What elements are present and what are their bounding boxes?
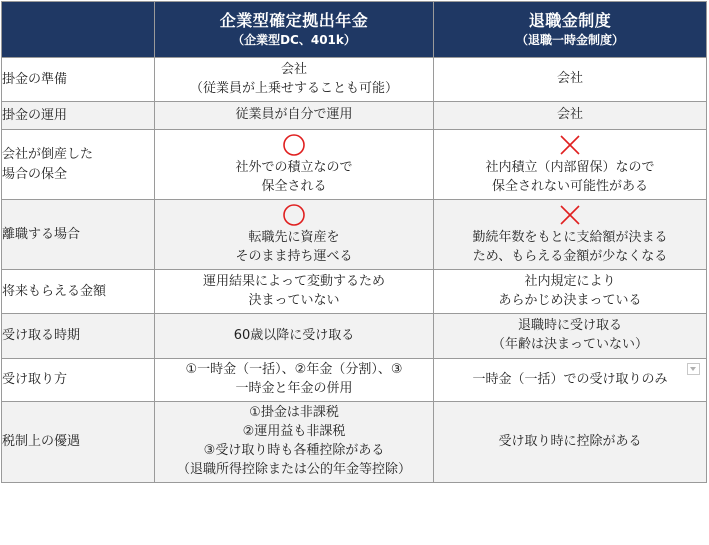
- table-row: [2, 270, 707, 314]
- table-row: [2, 200, 707, 270]
- retirement-cell-text: 社内規定により: [524, 273, 616, 289]
- row-label: [2, 130, 155, 200]
- circle-mark-icon: [282, 133, 306, 157]
- table-row: [2, 58, 707, 102]
- dc-cell-text: 従業員が自分で運用: [235, 107, 353, 123]
- dc-cell-text: 運用結果によって変動するため: [202, 273, 385, 289]
- retirement-cell: [434, 130, 707, 200]
- table-row: [2, 130, 707, 200]
- retirement-cell-text: 一時金（一括）での受け取りのみ: [472, 371, 668, 387]
- retirement-cell-text: 会社: [556, 71, 583, 87]
- dc-cell: [155, 130, 434, 200]
- dc-cell: [155, 270, 434, 314]
- cross-mark-icon: [558, 133, 582, 157]
- header-corner-cell: [2, 2, 155, 58]
- filter-dropdown-icon[interactable]: [687, 363, 700, 375]
- dc-cell-text: ②運用益も非課税: [242, 424, 346, 440]
- row-label: [2, 359, 155, 402]
- retirement-cell: [434, 58, 707, 102]
- dc-cell-text: ①一時金（一括）、②年金（分割）、③: [185, 362, 403, 378]
- dc-cell: [155, 200, 434, 270]
- retirement-cell-text: 保全されない可能性がある: [491, 178, 648, 194]
- row-label: [2, 200, 155, 270]
- row-label: [2, 314, 155, 359]
- header-row: [2, 2, 707, 58]
- row-label-text: 受け取る時期: [2, 328, 81, 344]
- row-label-text: 掛金の運用: [2, 107, 68, 123]
- dc-cell-text: ①掛金は非課税: [249, 405, 339, 421]
- retirement-cell-text: 社内積立（内部留保）なので: [485, 159, 655, 175]
- retirement-cell-text: （年齢は決まっていない）: [491, 337, 648, 352]
- dc-cell-text: （従業員が上乗せすることも可能）: [189, 80, 398, 96]
- row-label-text: 掛金の準備: [2, 71, 68, 87]
- retirement-cell: [434, 200, 707, 270]
- retirement-cell: [434, 402, 707, 483]
- dc-cell-text: 社外での積立なので: [235, 159, 353, 175]
- row-label-text: 場合の保全: [2, 166, 68, 182]
- retirement-cell: [434, 270, 707, 314]
- dc-cell-text: 60歳以降に受け取る: [233, 327, 355, 343]
- row-label-text: 会社が倒産した: [2, 147, 94, 162]
- header-dc-title: 企業型確定拠出年金: [219, 11, 369, 30]
- header-retirement-title: 退職金制度: [528, 11, 612, 30]
- row-label: [2, 270, 155, 314]
- dc-cell: [155, 102, 434, 130]
- row-label-text: 受け取り方: [2, 372, 68, 388]
- dc-cell: [155, 58, 434, 102]
- circle-mark-icon: [282, 203, 306, 227]
- retirement-cell-text: ため、もらえる金額が少なくなる: [472, 248, 668, 264]
- table-row: [2, 102, 707, 130]
- row-label: [2, 58, 155, 102]
- retirement-cell: [434, 314, 707, 359]
- table-row: [2, 402, 707, 483]
- dc-cell: [155, 359, 434, 402]
- dc-cell: [155, 314, 434, 359]
- retirement-cell-text: 会社: [556, 107, 583, 123]
- dc-cell-text: 転職先に資産を: [248, 229, 340, 245]
- retirement-cell-text: 退職時に受け取る: [517, 318, 622, 334]
- dc-cell-text: （退職所得控除または公的年金等控除）: [176, 461, 411, 477]
- header-retirement: [434, 2, 707, 58]
- dc-cell-text: 一時金と年金の併用: [235, 381, 353, 396]
- retirement-cell: [434, 102, 707, 130]
- dc-cell: [155, 402, 434, 483]
- row-label: [2, 402, 155, 483]
- retirement-cell-text: あらかじめ決まっている: [498, 292, 642, 308]
- dc-cell-text: そのまま持ち運べる: [235, 248, 353, 264]
- header-dc: [155, 2, 434, 58]
- row-label-text: 将来もらえる金額: [2, 283, 107, 299]
- row-label-text: 税制上の優遇: [2, 434, 81, 450]
- dc-cell-text: 会社: [280, 61, 307, 77]
- header-retirement-subtitle: （退職一時金制度）: [515, 33, 624, 47]
- dc-cell-text: 保全される: [261, 178, 327, 194]
- table-row: [2, 314, 707, 359]
- cross-mark-icon: [558, 203, 582, 227]
- dc-cell-text: ③受け取り時も各種控除がある: [203, 443, 385, 458]
- retirement-cell: [434, 359, 707, 402]
- dc-cell-text: 決まっていない: [248, 292, 340, 308]
- row-label-text: 離職する場合: [2, 226, 81, 242]
- table-row: [2, 359, 707, 402]
- retirement-cell-text: 勤続年数をもとに支給額が決まる: [472, 229, 668, 245]
- comparison-table: [1, 1, 707, 483]
- row-label: [2, 102, 155, 130]
- header-dc-subtitle: （企業型DC、401k）: [232, 33, 356, 47]
- retirement-cell-text: 受け取り時に控除がある: [498, 433, 642, 449]
